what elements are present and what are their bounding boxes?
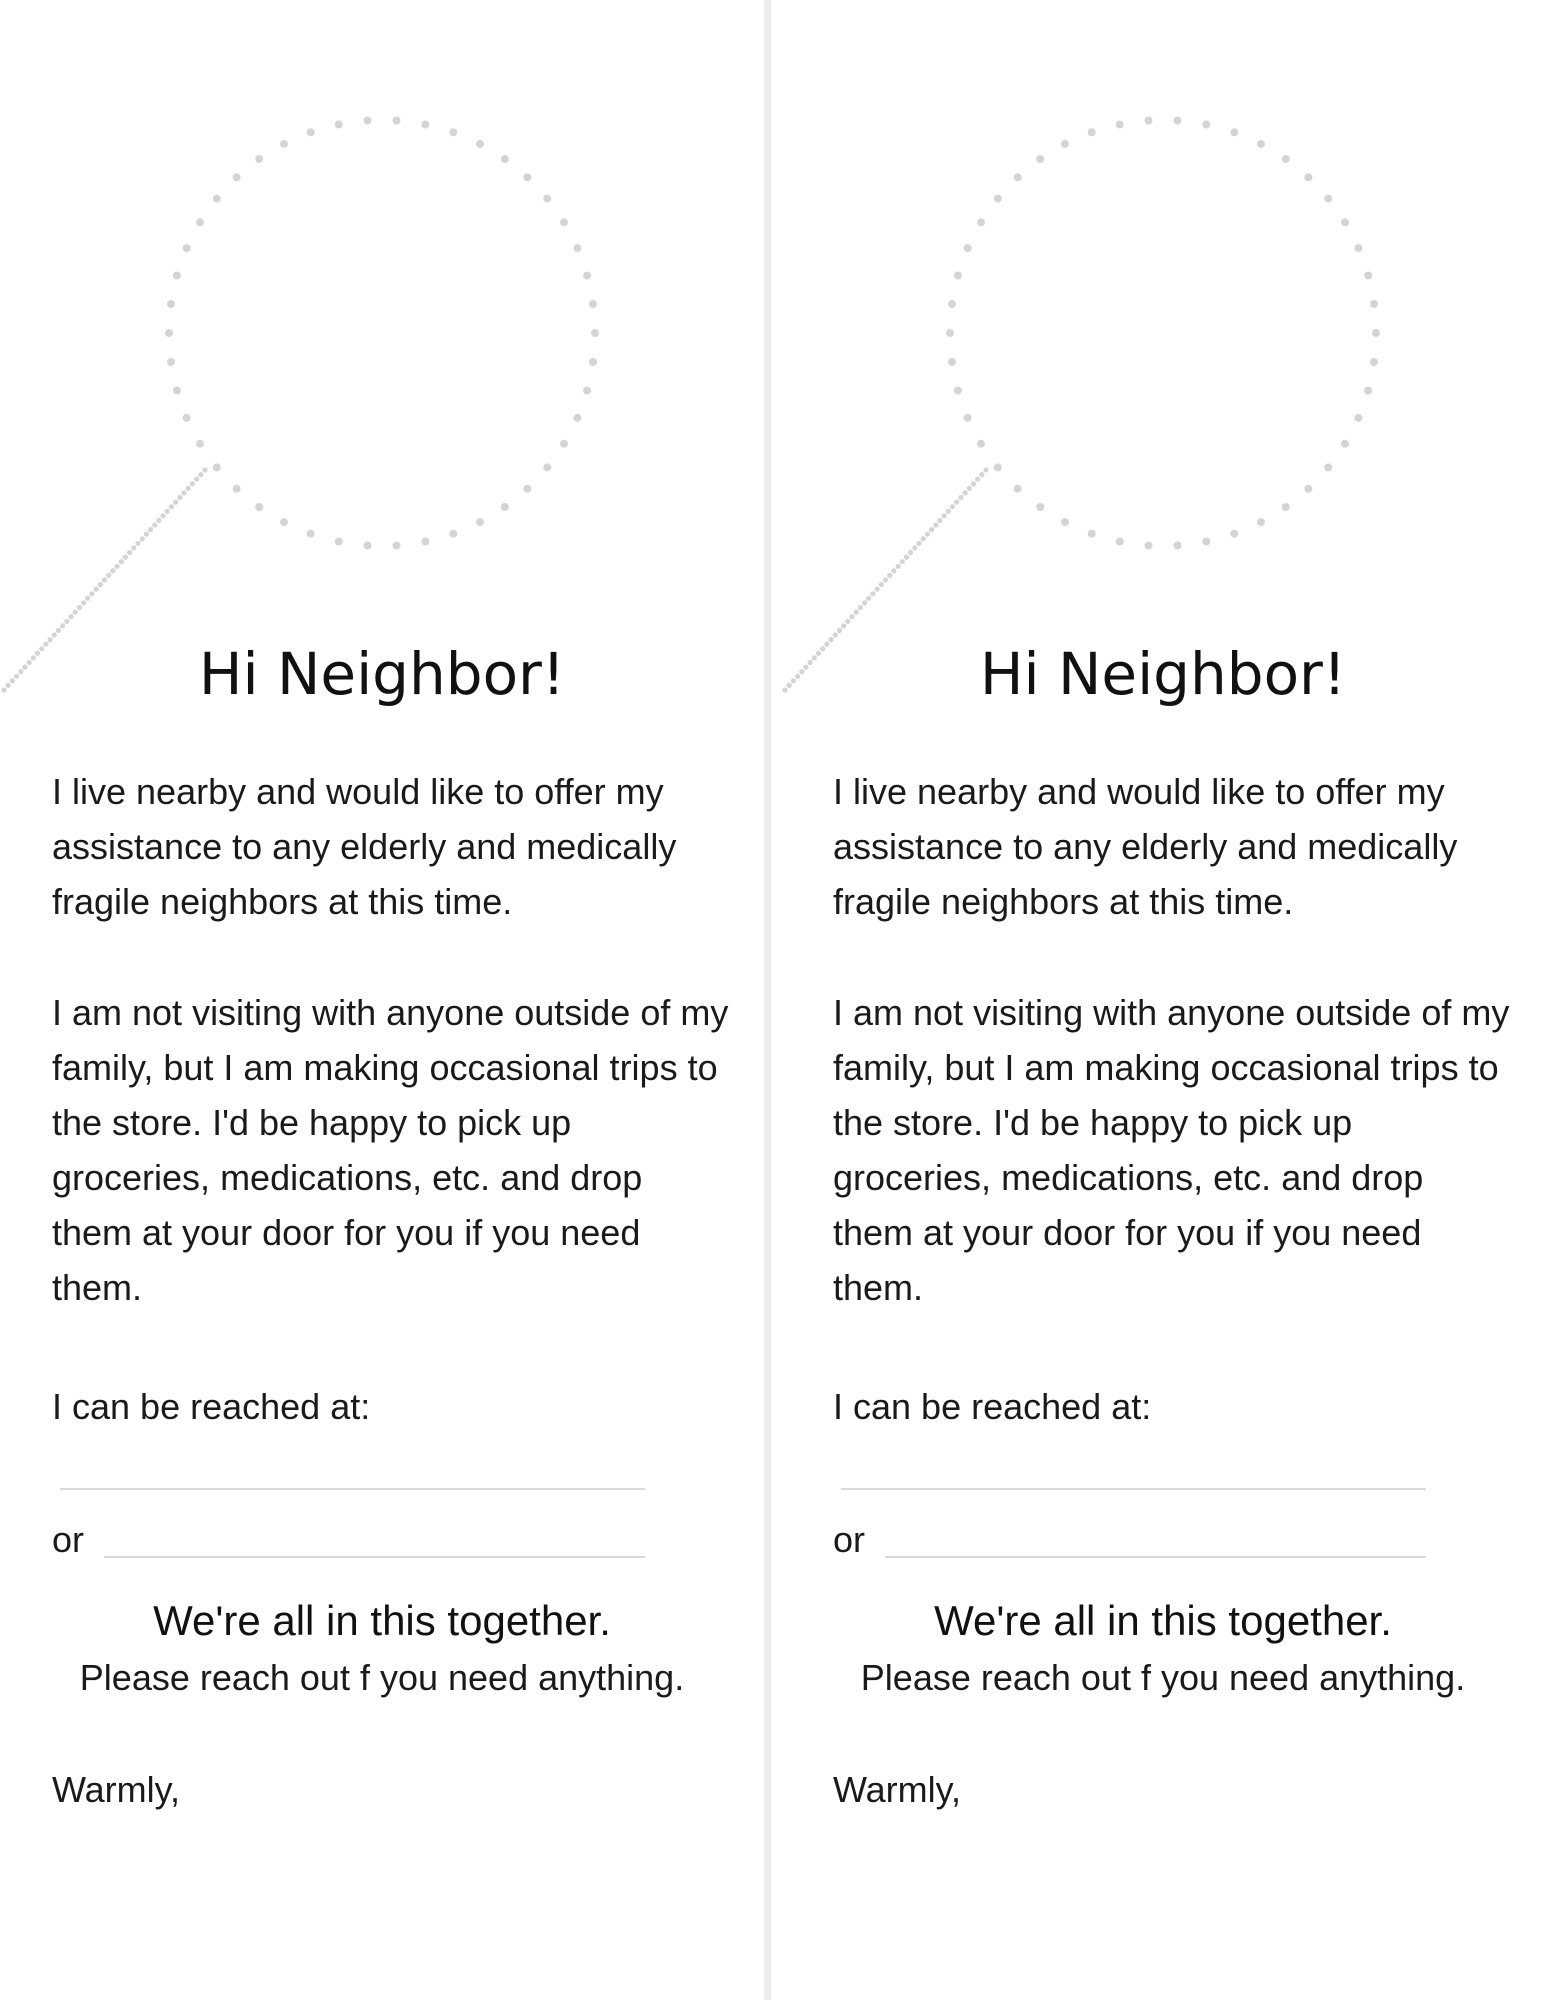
slit-guide-dot xyxy=(879,582,884,587)
or-label: or xyxy=(52,1519,85,1560)
cut-guide-dot xyxy=(167,300,175,308)
slit-guide-dot xyxy=(156,518,161,523)
cut-guide-dot xyxy=(583,272,591,280)
slit-guide-dot xyxy=(933,522,938,527)
cut-guide-dot xyxy=(1116,121,1124,129)
cut-guide-dot xyxy=(560,440,568,448)
slit-guide-dot xyxy=(68,614,73,619)
slit-guide-dot xyxy=(841,623,846,628)
slit-guide-dot xyxy=(858,605,863,610)
slit-guide-dot xyxy=(854,610,859,615)
cut-guide-dot xyxy=(543,463,551,471)
slit-guide-dot xyxy=(862,600,867,605)
slit-guide-dot xyxy=(908,550,913,555)
slit-guide-dot xyxy=(94,587,99,592)
slit-guide-dot xyxy=(887,573,892,578)
cut-guide-dot xyxy=(977,218,985,226)
cut-guide-dot xyxy=(948,300,956,308)
slit-guide-dot xyxy=(110,568,115,573)
slit-guide-dot xyxy=(123,555,128,560)
slit-guide-dot xyxy=(182,490,187,495)
alternate-contact-fill-line xyxy=(104,1556,645,1558)
cut-guide-dot xyxy=(307,128,315,136)
offer-paragraph: I live nearby and would like to offer my assistance to any elderly and medically fragile neighbors at this time. xyxy=(52,771,677,922)
slit-guide-dot xyxy=(975,477,980,482)
cut-guide-dot xyxy=(1230,530,1238,538)
cut-guide-dot xyxy=(213,463,221,471)
cut-guide-dot xyxy=(335,121,343,129)
cut-guide-dot xyxy=(1088,128,1096,136)
cut-guide-dot xyxy=(280,140,288,148)
slit-guide-dot xyxy=(52,632,57,637)
cut-guide-dot xyxy=(1370,358,1378,366)
slit-guide-dot xyxy=(194,477,199,482)
slit-guide-dot xyxy=(837,628,842,633)
slit-guide-dot xyxy=(190,481,195,486)
slit-guide-dot xyxy=(904,555,909,560)
cut-guide-dot xyxy=(255,503,263,511)
or-label: or xyxy=(833,1519,866,1560)
reach-out-text: Please reach out f you need anything. xyxy=(860,1657,1466,1698)
alternate-contact-fill-line xyxy=(885,1556,1426,1558)
cut-guide-dot xyxy=(1364,272,1372,280)
cut-guide-dot xyxy=(183,414,191,422)
cut-guide-dot xyxy=(1354,414,1362,422)
cut-guide-dot xyxy=(1282,503,1290,511)
slit-guide-dot xyxy=(979,472,984,477)
cut-guide-dot xyxy=(501,503,509,511)
cut-guide-dot xyxy=(573,414,581,422)
slit-guide-dot xyxy=(870,591,875,596)
cut-guide-dot xyxy=(165,329,173,337)
together-heading: We're all in this together. xyxy=(934,1597,1392,1644)
slit-guide-dot xyxy=(929,527,934,532)
cut-guide-dot xyxy=(1014,485,1022,493)
slit-guide-dot xyxy=(77,605,82,610)
cut-guide-dot xyxy=(1036,155,1044,163)
slit-guide-dot xyxy=(169,504,174,509)
slit-guide-dot xyxy=(119,559,124,564)
cut-guide-dot xyxy=(1036,503,1044,511)
slit-guide-dot xyxy=(946,509,951,514)
slit-guide-dot xyxy=(916,541,921,546)
signoff-text: Warmly, xyxy=(52,1769,180,1810)
cut-guide-dot xyxy=(167,358,175,366)
slit-guide-dot xyxy=(950,504,955,509)
slit-guide-dot xyxy=(963,490,968,495)
slit-guide-dot xyxy=(896,564,901,569)
cut-guide-dot xyxy=(994,195,1002,203)
slit-guide-dot xyxy=(921,536,926,541)
cut-guide-dot xyxy=(364,117,372,125)
cut-guide-dot xyxy=(213,195,221,203)
slit-guide-dot xyxy=(942,513,947,518)
contact-fill-line xyxy=(60,1488,645,1490)
cut-guide-dot xyxy=(1061,140,1069,148)
cut-guide-dot xyxy=(1364,387,1372,395)
slit-guide-dot xyxy=(900,559,905,564)
cut-guide-dot xyxy=(1257,518,1265,526)
cut-guide-dot xyxy=(1202,538,1210,546)
cut-guide-dot xyxy=(307,530,315,538)
slit-guide-dot xyxy=(127,550,132,555)
cut-guide-dot xyxy=(1014,173,1022,181)
cut-guide-dot xyxy=(449,530,457,538)
slit-guide-dot xyxy=(89,591,94,596)
slit-guide-dot xyxy=(912,545,917,550)
cut-guide-dot xyxy=(977,440,985,448)
cut-guide-dot xyxy=(233,173,241,181)
cut-guide-dot xyxy=(1061,518,1069,526)
errands-paragraph: I am not visiting with anyone outside of my family, but I am making occasional trips to the store. I'd be happy to pick up groceries, medications, etc. and drop them at your door for you if you need them. xyxy=(833,992,1510,1308)
together-heading: We're all in this together. xyxy=(153,1597,611,1644)
cut-guide-dot xyxy=(954,272,962,280)
slit-guide-dot xyxy=(845,619,850,624)
cut-guide-dot xyxy=(560,218,568,226)
cut-guide-dot xyxy=(1230,128,1238,136)
slit-guide-dot xyxy=(971,481,976,486)
errands-paragraph: I am not visiting with anyone outside of my family, but I am making occasional trips to the store. I'd be happy to pick up groceries, medications, etc. and drop them at your door for you if you need them. xyxy=(52,992,729,1308)
cut-guide-dot xyxy=(1145,542,1153,550)
cut-guide-dot xyxy=(1145,117,1153,125)
door-hole-cut-guide-icon xyxy=(781,0,1545,720)
cut-guide-dot xyxy=(589,300,597,308)
slit-guide-dot xyxy=(866,596,871,601)
slit-guide-dot xyxy=(967,486,972,491)
cut-guide-dot xyxy=(1341,440,1349,448)
cut-guide-dot xyxy=(364,542,372,550)
slit-guide-dot xyxy=(102,577,107,582)
cut-guide-dot xyxy=(1174,542,1182,550)
slit-guide-dot xyxy=(983,467,988,472)
cut-guide-dot xyxy=(421,538,429,546)
slit-guide-dot xyxy=(883,577,888,582)
slit-guide-dot xyxy=(202,467,207,472)
slit-guide-dot xyxy=(891,568,896,573)
cut-guide-dot xyxy=(233,485,241,493)
cut-guide-dot xyxy=(589,358,597,366)
slit-guide-dot xyxy=(73,610,78,615)
cut-guide-dot xyxy=(335,538,343,546)
slit-guide-dot xyxy=(958,495,963,500)
slit-guide-dot xyxy=(148,527,153,532)
cut-guide-dot xyxy=(173,272,181,280)
slit-guide-dot xyxy=(140,536,145,541)
cut-guide-dot xyxy=(255,155,263,163)
cut-guide-dot xyxy=(476,518,484,526)
cut-guide-dot xyxy=(1304,173,1312,181)
door-hanger-left xyxy=(0,0,764,2000)
cut-guide-dot xyxy=(196,218,204,226)
slit-guide-dot xyxy=(849,614,854,619)
cut-guide-dot xyxy=(591,329,599,337)
door-hole-cut-guide-icon xyxy=(0,0,764,720)
cut-guide-dot xyxy=(476,140,484,148)
hanger-title: Hi Neighbor! xyxy=(198,640,566,708)
signoff-text: Warmly, xyxy=(833,1769,961,1810)
cut-guide-dot xyxy=(1202,121,1210,129)
hanger-title: Hi Neighbor! xyxy=(979,640,1347,708)
cut-guide-dot xyxy=(1341,218,1349,226)
slit-guide-dot xyxy=(925,532,930,537)
slit-guide-dot xyxy=(144,532,149,537)
slit-guide-dot xyxy=(186,486,191,491)
slit-guide-dot xyxy=(165,509,170,514)
cut-guide-dot xyxy=(1088,530,1096,538)
cut-guide-dot xyxy=(964,414,972,422)
door-hanger-right xyxy=(781,0,1545,2000)
reach-out-text: Please reach out f you need anything. xyxy=(79,1657,685,1698)
cut-guide-dot xyxy=(393,117,401,125)
slit-guide-dot xyxy=(115,564,120,569)
slit-guide-dot xyxy=(937,518,942,523)
reached-at-label: I can be reached at: xyxy=(833,1386,1152,1427)
slit-guide-dot xyxy=(81,600,86,605)
cut-guide-dot xyxy=(183,244,191,252)
cut-guide-dot xyxy=(1116,538,1124,546)
slit-guide-dot xyxy=(152,522,157,527)
cut-guide-dot xyxy=(449,128,457,136)
slit-guide-dot xyxy=(198,472,203,477)
slit-guide-dot xyxy=(173,500,178,505)
cut-guide-dot xyxy=(501,155,509,163)
cut-guide-dot xyxy=(1354,244,1362,252)
cut-guide-dot xyxy=(1257,140,1265,148)
cut-guide-dot xyxy=(948,358,956,366)
slit-guide-dot xyxy=(60,623,65,628)
slit-guide-dot xyxy=(875,587,880,592)
slit-guide-dot xyxy=(177,495,182,500)
slit-guide-dot xyxy=(833,632,838,637)
cut-guide-dot xyxy=(1324,195,1332,203)
cut-guide-dot xyxy=(994,463,1002,471)
cut-guide-dot xyxy=(173,387,181,395)
slit-guide-dot xyxy=(161,513,166,518)
cut-guide-dot xyxy=(1372,329,1380,337)
slit-guide-dot xyxy=(106,573,111,578)
slit-guide-dot xyxy=(64,619,69,624)
cut-guide-dot xyxy=(421,121,429,129)
cut-guide-dot xyxy=(573,244,581,252)
cut-guide-dot xyxy=(523,173,531,181)
reached-at-label: I can be reached at: xyxy=(52,1386,371,1427)
cut-guide-dot xyxy=(543,195,551,203)
cut-guide-dot xyxy=(393,542,401,550)
cut-guide-dot xyxy=(1324,463,1332,471)
slit-guide-dot xyxy=(98,582,103,587)
slit-guide-dot xyxy=(85,596,90,601)
cut-guide-dot xyxy=(946,329,954,337)
cut-guide-dot xyxy=(1282,155,1290,163)
slit-guide-dot xyxy=(135,541,140,546)
cut-guide-dot xyxy=(964,244,972,252)
cut-guide-dot xyxy=(523,485,531,493)
cut-guide-dot xyxy=(954,387,962,395)
cut-guide-dot xyxy=(583,387,591,395)
cut-guide-dot xyxy=(1304,485,1312,493)
contact-fill-line xyxy=(841,1488,1426,1490)
cut-guide-dot xyxy=(280,518,288,526)
cut-divider xyxy=(764,0,771,2000)
cut-guide-dot xyxy=(1174,117,1182,125)
cut-guide-dot xyxy=(196,440,204,448)
slit-guide-dot xyxy=(131,545,136,550)
slit-guide-dot xyxy=(954,500,959,505)
offer-paragraph: I live nearby and would like to offer my assistance to any elderly and medically fragile neighbors at this time. xyxy=(833,771,1458,922)
slit-guide-dot xyxy=(56,628,61,633)
cut-guide-dot xyxy=(1370,300,1378,308)
